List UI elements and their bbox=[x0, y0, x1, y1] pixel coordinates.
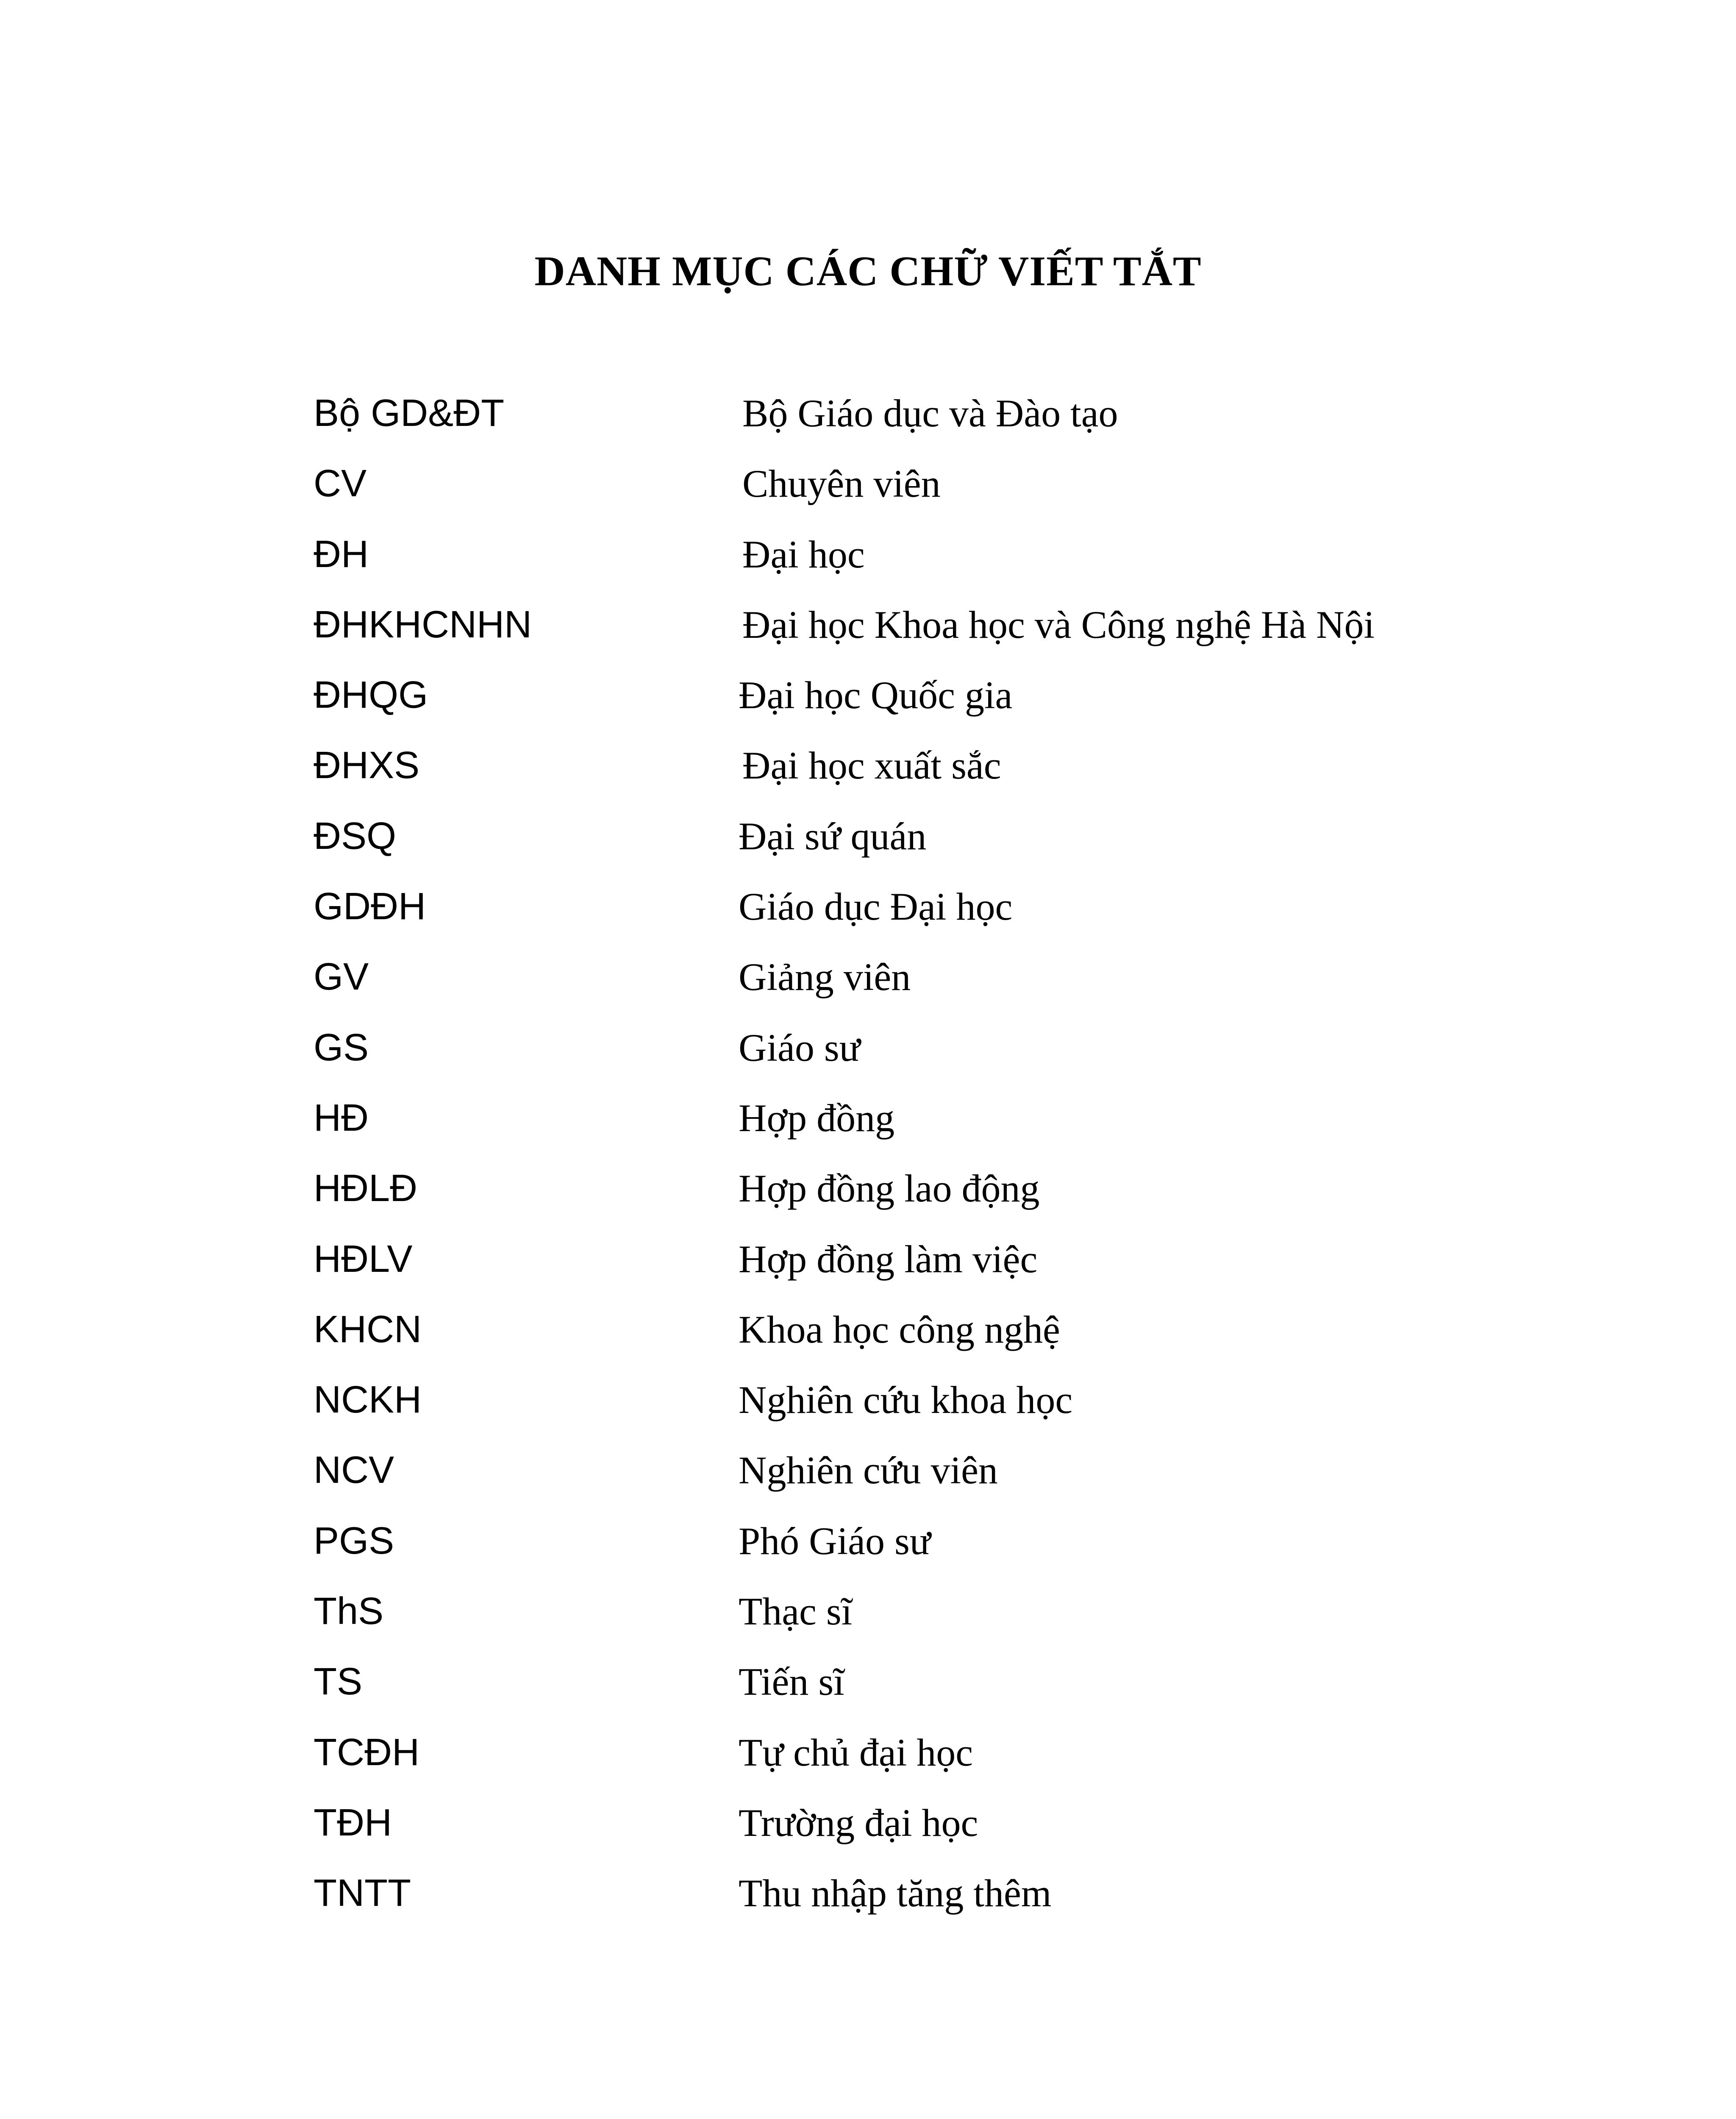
abbreviation-term: ĐHKHCNHN bbox=[314, 603, 532, 646]
list-item bbox=[314, 456, 1585, 526]
abbreviation-term: ĐHQG bbox=[314, 674, 428, 717]
abbreviation-term: NCKH bbox=[314, 1379, 422, 1421]
abbreviation-definition: Thạc sĩ bbox=[739, 1590, 853, 1633]
abbreviation-term: GV bbox=[314, 956, 369, 998]
abbreviation-definition: Tự chủ đại học bbox=[739, 1730, 973, 1774]
abbreviation-definition: Tiến sĩ bbox=[739, 1660, 844, 1704]
list-item bbox=[314, 386, 1585, 456]
abbreviation-term: GS bbox=[314, 1026, 369, 1069]
abbreviation-definition: Phó Giáo sư bbox=[739, 1519, 931, 1563]
list-item bbox=[314, 879, 1585, 949]
abbreviation-definition: Chuyên viên bbox=[742, 462, 941, 506]
abbreviation-definition: Bộ Giáo dục và Đào tạo bbox=[742, 392, 1118, 435]
list-item bbox=[314, 1725, 1585, 1795]
list-item bbox=[314, 1020, 1585, 1090]
abbreviation-term: TĐH bbox=[314, 1801, 392, 1844]
list-item bbox=[314, 667, 1585, 738]
list-item bbox=[314, 1513, 1585, 1584]
list-item bbox=[314, 1443, 1585, 1513]
abbreviation-definition: Nghiên cứu viên bbox=[739, 1449, 998, 1492]
abbreviation-definition: Giáo dục Đại học bbox=[739, 885, 1013, 929]
list-item bbox=[314, 1372, 1585, 1443]
abbreviation-term: TCĐH bbox=[314, 1731, 419, 1774]
abbreviation-definition: Đại học Khoa học và Công nghệ Hà Nội bbox=[742, 603, 1375, 646]
list-item bbox=[314, 1090, 1585, 1161]
abbreviation-list bbox=[314, 386, 1585, 1936]
abbreviation-definition: Đại học bbox=[742, 532, 865, 576]
abbreviation-term: ThS bbox=[314, 1590, 384, 1633]
list-item bbox=[314, 527, 1585, 597]
abbreviation-definition: Giảng viên bbox=[739, 955, 911, 999]
abbreviation-term: ĐSQ bbox=[314, 815, 397, 857]
list-item bbox=[314, 1866, 1585, 1936]
abbreviation-definition: Đại học Quốc gia bbox=[739, 673, 1013, 717]
abbreviation-term: KHCN bbox=[314, 1308, 422, 1351]
abbreviation-term: NCV bbox=[314, 1449, 394, 1492]
abbreviation-definition: Đại học xuất sắc bbox=[742, 744, 1001, 787]
abbreviation-term: HĐLV bbox=[314, 1237, 413, 1280]
abbreviation-definition: Hợp đồng bbox=[739, 1096, 895, 1140]
abbreviation-term: TS bbox=[314, 1660, 363, 1703]
list-item bbox=[314, 1654, 1585, 1724]
list-item bbox=[314, 1584, 1585, 1654]
abbreviation-definition: Thu nhập tăng thêm bbox=[739, 1872, 1052, 1915]
abbreviation-definition: Đại sứ quán bbox=[739, 814, 927, 858]
abbreviation-term: GDĐH bbox=[314, 885, 426, 928]
abbreviation-definition: Nghiên cứu khoa học bbox=[739, 1378, 1073, 1422]
list-item bbox=[314, 1232, 1585, 1302]
abbreviation-term: PGS bbox=[314, 1519, 394, 1562]
abbreviation-term: ĐH bbox=[314, 533, 369, 576]
abbreviation-term: Bộ GD&ĐT bbox=[314, 392, 505, 434]
abbreviation-term: CV bbox=[314, 462, 367, 505]
list-item bbox=[314, 597, 1585, 667]
abbreviation-definition: Hợp đồng làm việc bbox=[739, 1237, 1038, 1281]
abbreviation-definition: Giáo sư bbox=[739, 1026, 861, 1069]
list-item bbox=[314, 809, 1585, 879]
abbreviation-term: HĐLĐ bbox=[314, 1167, 418, 1210]
list-item bbox=[314, 1302, 1585, 1372]
list-item bbox=[314, 949, 1585, 1020]
list-item bbox=[314, 1161, 1585, 1231]
list-item bbox=[314, 1795, 1585, 1866]
page-title: DANH MỤC CÁC CHỮ VIẾT TẮT bbox=[534, 247, 1202, 295]
abbreviation-definition: Hợp đồng lao động bbox=[739, 1167, 1040, 1210]
abbreviation-term: TNTT bbox=[314, 1872, 411, 1915]
abbreviation-definition: Trường đại học bbox=[739, 1801, 978, 1844]
abbreviation-term: ĐHXS bbox=[314, 744, 420, 787]
abbreviation-definition: Khoa học công nghệ bbox=[739, 1307, 1060, 1351]
abbreviation-term: HĐ bbox=[314, 1096, 369, 1139]
list-item bbox=[314, 738, 1585, 808]
